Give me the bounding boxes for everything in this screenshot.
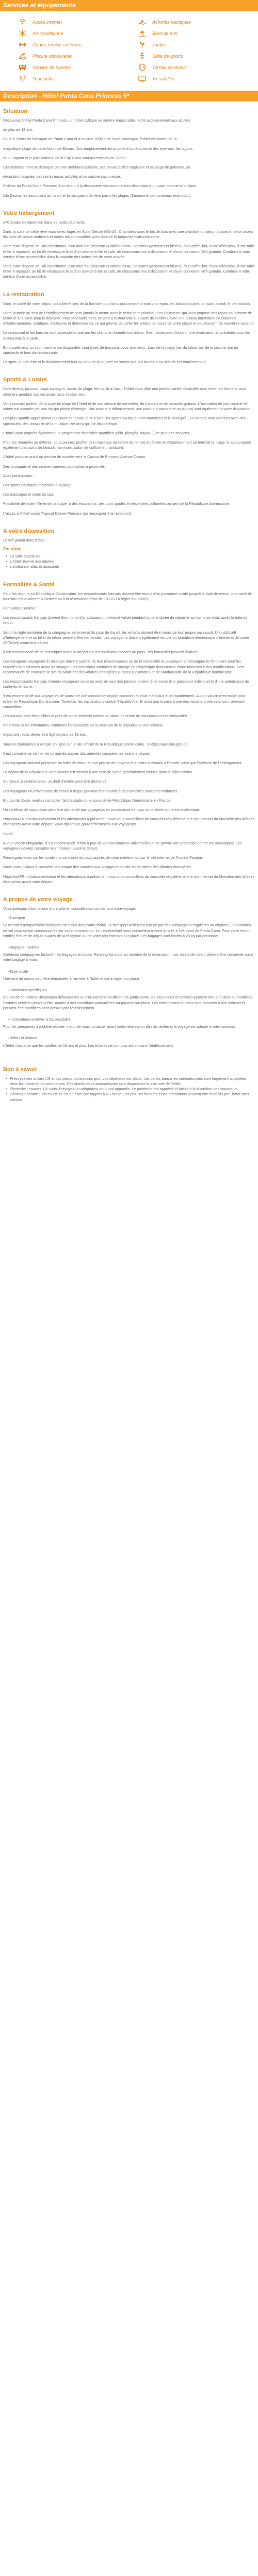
paragraph: Dans la suite de cette rêve vous serez logés en Suite Deluxe (55m2) : Chambres sous le toit de bois avec une chambre ou séjour spacieux, deux vastes lits avec de beaux mobiliers et toutes les commodités avec douche et baignoire hydromassante. [3,229,253,240]
on-aime-list [3,554,255,570]
apropos-body [3,916,255,1054]
service-label: Terrain de tennis [152,64,187,70]
service-label: Piscine découverte [33,53,72,59]
paragraph: En supplément, un room service est disponible, cinq types de boissons vous attendent : bars de la plage, bar du lobby, bar de la piscine, bar du spectacle et bars des restaurants. [3,345,238,355]
paragraph: Les voyageurs doivent présenter un billet de retour et une preuve de moyens financiers suffisants à l'entrée, ainsi que l'adresse de l'hébergement. [3,760,243,766]
service-label: Salle de sports [152,53,183,59]
paragraph: Possibilité de visiter l'île et de participer à des excursions, des tours guidés et des visites culturelles au sein de la République dominicaine. [3,501,230,506]
service-item [19,63,116,72]
paragraph: Le sport, le bien-être et le divertissement tout au long de la journée ne seront que pur bonheur au sein de cet établissement. [3,360,207,365]
paragraph: Aucun vaccin obligatoire. Il est recommandé d'être à jour de vos vaccinations universelles et de prévoir une protection contre les moustiques. Les voyageurs doivent consulter leur médecin avant le départ. [3,840,242,851]
paragraph: Le restaurant et les bars ne sont accessibles que par les clients en formule tout inclus. Il est nécessaire d'obtenir une réservation au préalable pour les restaurants à la carte. [3,330,250,341]
hebergement-title: Votre hébergement [3,210,55,216]
list-item: • Prévoyez des dollars US et des pesos dominicains pour vos dépenses sur place. Les cartes bancaires internationales sont largement acceptées dans les hôtels et les commerces. Des distributeurs automatiques sont disponibles à proximité de l'hôtel. [10,1076,255,1087]
shuttle-icon [19,63,26,71]
paragraph: Dans le cadre de votre séjour, vous bénéficiez de la formule tout inclus qui comprend tous vos repas, les boissons (avec ou sans alcool) et des snacks. [3,301,251,306]
apropos-section-text: En cas de conditions climatiques défavorables ou d'un nombre insuffisant de participants, les excursions et activités peuvent être annulées ou modifiées. Certains services peuvent être soumis à des conditions particulières ou payants sur place. Les informations fournies sont données à titre indicatif et peuvent être modifiées sans préavis par l'établissement. [3,995,254,1010]
disposition-intro: Le wifi gratuit dans l'hôtel. [3,537,46,543]
service-label: Service de navette [33,64,71,70]
paragraph: Votre journée au sein de l'établissement ne sera jamais la même avec le restaurant principal "Las Palmeras" qui vous propose des repas sous forme de buffet et à la carte pour le déjeuner. Plus ponctuellement, ce sont 6 restaurants à la carte disponibles avec une cuisine internationale (italienne, méditerranéenne, asiatique, mexicaine et dominicaine), ce qui permet de varier les plaisirs au cours de votre séjour et de découvrir de nouvelles saveurs. [3,310,255,326]
paragraph: Les voyageurs voyageant à l'étranger doivent justifier de leur ressortissance ou de la nationalité du passeport et renseigner le formulaire pour les autorités dominicaines avant de voyager. Les conditions sanitaires de voyage en République dominicaine étant soumises à des modifications, il est recommandé de consulter le site du Ministère des Affaires étrangères (France Diplomatie) et de l'Ambassade de la République dominicaine. [3,659,245,674]
description-content [3,108,255,1103]
service-label: Activités nautiques [152,19,191,25]
air-conditioning-icon [19,29,26,37]
water-sports-icon [138,18,146,26]
list-item: • L'ambiance relax et apaisante [10,564,255,569]
paragraph: Cet établissement se distingue par son ambiance paisible, ses beaux jardins tropicaux et sa plage de palmiers, sa [3,165,190,170]
paragraph: Votre suite dispose de l'air conditionné, d'un mini-bar (réassort quotidien d'eau, boissons gazeuses et bières), d'un coffre-fort, d'une télévision, d'une table et fer à repasser, du kit de nécessaire lit et d'un service à thé et café, de chaussons mis à disposition et d'une connexion Wifi gratuite. Combien à votre service d'une accessibilité dans la majorité des suites lors de votre arrivée. [3,244,255,259]
list-item: • La suite spacieuse [10,554,255,559]
paragraph: décoration soignée, ses nombreuses activités et sa cuisine savoureuse. [3,174,121,179]
on-aime-title: On aime [3,546,22,551]
paragraph: Sur place, à certains sites, un droit d'entrée peut être demandé. [3,779,108,784]
apropos-section-text: Certaines compagnies facturent les bagages en soute. Renseignez-vous au moment de la réservation. Les objets de valeur doivent être conservés dans votre bagage à main. [3,952,253,962]
paragraph: HttpsViaAFRInfo/documentation et les attestations à présenter, nous vous conseillons de consulter régulièrement le site internet du Ministère des Affaires étrangères avant votre départ. [3,874,255,884]
list-item: • L'hôtel réservé aux adultes [10,559,255,564]
pool-icon [19,52,26,60]
paragraph: Vous pourrez profiter de la superbe plage de l'hôtel et de son service de serviettes, de transats et de parasols gratuits. L'animation de jour comme de soirée est assurée par une équipe pleine d'énergie. Une piscine à débordement, une piscine principale et un jacuzzi sont également à votre disposition. [3,401,252,412]
paragraph: Situé à 15min de l'aéroport de Punta Cana et à environ 200km de Saint Domingue, l'hôtel est bordé par la [3,137,177,142]
apropos-section-text: L'hôtel n'accepte que les adultes de 18 ans et plus. Les enfants ne sont pas admis dans l'établissement. [3,1043,174,1048]
description-banner: Description - Hôtel Punta Cana Princess 5* [0,91,258,101]
apropos-section-text: Pour les personnes à mobilité réduite, merci de nous contacter avant toute réservation afin de vérifier si le voyage est adapté à votre situation. [3,1024,236,1029]
disposition-title: A votre disposition [3,528,55,534]
service-item [19,29,116,38]
service-item [138,52,235,60]
paragraph: Le départ de la République Dominicaine est soumis à une taxe de sortie généralement incluse dans le billet d'avion. [3,770,194,775]
paragraph: Pour les moments de détente, vous pourrez profiter d'un massage au centre de remise en forme de l'établissement au bord de la plage, le spa propose également des soins de beauté, hammam, salon de coiffure et manucure. [3,439,251,450]
tennis-icon [138,63,146,71]
service-label: Accès internet [33,19,62,25]
formalites-title: Formalités & Santé [3,581,55,588]
paragraph: Important : vous devez être âgé de plus de 18 ans. [3,732,87,737]
list-item: • Électricité : courant 110 volts. Prévoyez un adaptateur pour vos appareils. Le pourboire est apprécié et laissé à la discrétion des voyageurs. [10,1087,255,1092]
paragraph: Nous vous invitons à consulter la rubrique des conseils aux voyageurs du site du Ministère des Affaires étrangères. [3,865,192,870]
paragraph: Isla Saona, les excursions au ranch et la navigation de rêve parmi les plages (Samaná et de nombreux endroits...). [3,193,192,198]
apropos-section-label: • Bagages - Valises [3,945,255,950]
apropos-section-text: Le transfert aéroport/hôtel/aéroport est inclus dans votre forfait. Le transport aérien est assuré par des compagnies régulières ou charters. Les horaires de vol vous seront communiqués sur votre convocation. Un représentant vous accueillera à votre arrivée à l'aéroport de Punta Cana. Pour votre retour, vérifiez l'heure de départ auprès de la réception ou de votre représentant sur place. Les bagages sont limités à 23 kg par personne. [3,923,251,938]
gym-icon [138,52,146,60]
service-label: Air conditionné [33,30,63,36]
paragraph: Des boutiques et des centres commerciaux situés à proximité. [3,464,105,469]
paragraph: Les ressortissants français mineurs voyageant seuls ou avec un seul des parents doivent être munis d'un passeport individuel et d'une autorisation de sortie du territoire. [3,679,249,689]
paragraph: Renseignez-vous sur les conditions sanitaires du pays auprès de votre médecin ou sur le site internet de l'Institut Pasteur. [3,855,203,860]
apropos-section-label: • Transport [3,916,255,921]
list-item: • Décalage horaire : -6h en été et -5h en hiver par rapport à la France. Les prix, les horaires et les prestations peuvent être modifiés par l'hôtel sans préavis. [10,1092,255,1102]
apropos-section-label: • Conditions spécifiques [3,988,255,993]
service-label: Bord de mer [152,30,178,36]
fitness-icon [19,41,26,48]
apropos-section-text: Une taxe de séjour peut être demandée à l'arrivée à l'hôtel et est à régler sur place. [3,976,140,981]
paragraph: Formalités d'entrée : [3,605,37,611]
paragraph: de plus de 18 ans. [3,127,34,132]
service-item [19,52,116,60]
paragraph: HttpsViaAFRInfo/documentation et les attestations à présenter, nous vous conseillons de consulter régulièrement le site internet du Ministère des Affaires étrangères avant votre départ : www.diplomatie.gouv.fr/fr/conseils-aux-voyageurs. [3,817,255,827]
paragraph: Pour les séjours en République Dominicaine, les ressortissants français doivent être munis d'un passeport valide jusqu'à la date de retour. Une carte de tourisme est à acheter à l'arrivée ou à la réservation (frais de 10 USD à régler sur place). [3,591,252,601]
bon-savoir-list [3,1076,255,1103]
paragraph: magnifique plage de sable blanc de Bávaro. Son emplacement est propice à la découverte des environs, les lagons [3,146,193,151]
services-banner: Services et équipements [0,0,258,11]
wifi-icon [19,18,26,26]
service-item [138,18,235,26]
paragraph: L'accès à l'hôtel voisin Tropical Deluxe Princess (se renseigner à la réception). [3,511,132,516]
apropos-section-label: • Informations relatives à l'accessibilité [3,1017,255,1022]
paragraph: Il est conseillé de vérifier les formalités auprès des autorités compétentes avant le départ. [3,751,150,756]
paragraph: Avec participation : [3,473,35,478]
beach-icon [138,29,146,37]
paragraph: L'hôtel propose aussi un service de navette vers le Casino de Princess Avenue Casino. [3,454,147,460]
paragraph: Les massages et soins du spa. [3,492,54,497]
bon-savoir-title: Bon à savoir [3,1066,38,1073]
service-label: Tv satellite [152,76,175,81]
paragraph: Les ressortissants français doivent être munis d'un passeport individuel valide pendant toute la durée du séjour et au moins six mois après la date du retour. [3,615,248,625]
paragraph: Les voyageurs en provenance de zones à risque peuvent être soumis à des contrôles sanitaires renforcés. [3,788,179,793]
apropos-intro: Voici quelques informations à prendre en considération concernant votre voyage. [3,906,136,911]
service-item [138,29,235,38]
paragraph: Il est recommandé aux voyageurs de souscrire une assurance voyage couvrant les frais médicaux et le rapatriement. Aucun vaccin n'est exigé pour entrer en République Dominicaine. Toutefois, les vaccinations contre l'hépatite A et B, ainsi que la mise à jour des vaccins universels, sont vivement conseillées. [3,693,246,709]
service-item [19,40,116,49]
tv-icon [138,75,146,82]
apropos-section-label: • Bébés et enfants [3,1036,255,1041]
paragraph: Votre suite dispose de l'air conditionné, d'un mini-bar (réassort quotidien d'eau, boissons gazeuses et bières), d'un coffre-fort, d'une télévision, d'une table et fer à repasser, du kit de nécessaire lit et d'un service à thé et café, de chaussons mis à disposition et d'une connexion Wifi gratuite. Combien à votre service d'une accessibilité. [3,264,255,279]
service-item [19,74,116,83]
hebergement-body [3,220,255,280]
situation-title: Situation [3,108,28,114]
paragraph: Selon la réglementation de la compagnie aérienne et du pays de transit, les enfants doivent être munis de leur propre passeport. Un justificatif d'hébergement et un billet de retour peuvent être demandés. Les voyageurs doivent également remplir un formulaire électronique d'entrée et de sortie (E-Ticket) avant leur départ. [3,630,249,645]
restauration-title: La restauration [3,291,44,298]
all-inclusive-icon [19,75,26,82]
paragraph: Pour toute autre information, contactez l'ambassade ou le consulat de la République Dominicaine. [3,723,164,728]
paragraph: Salle fitness, jacuzzis, yoga aquagym, sports de plage, tennis, tir à l'arc... l'hôtel vous offre une palette variée d'activités pour rester en forme et vous détendre pendant vos vacances dans l'océan vert. [3,386,247,397]
paragraph: Découvrez l'hôtel Punta Cana Princess, un hôtel idyllique au service impeccable, niché exclusivement aux adultes [3,118,190,123]
service-label: Jardin [152,42,165,47]
paragraph: Tous les formulaires à remplir en ligne sur le site officiel de la République Dominicaine : eticket.migracion.gob.do [3,741,188,747]
paragraph: Les sports nautiques motorisés à la plage. [3,482,73,487]
service-item [138,74,235,83]
paragraph: L'hôtel vous propose également un programme d'activités quotidien (vélo, plongée, kayak...) en plus des services. [3,430,190,435]
paragraph: Un certificat de vaccination peut être demandé aux voyageurs en provenance de pays où la fièvre jaune est endémique. [3,807,200,812]
paragraph: Les vaccins sont disponibles auprès de votre médecin traitant ou dans un centre de vaccinations internationales. [3,714,188,718]
garden-icon [138,41,146,48]
paragraph: Blue Lagoon et le parc national de la Cap Cana sont accessibles en 15min. [3,155,127,160]
services-grid [19,18,235,83]
formalites-body [3,591,255,885]
sports-title: Sports & Loisirs [3,377,47,383]
service-label: Tout inclus [33,76,55,81]
paragraph: En cas de doute, veuillez contacter l'ambassade ou le consulat de République Dominicaine en France. [3,798,172,803]
paragraph: Profitez au Punta Cana Princess d'un séjour à la découverte des nombreuses destinations du pays comme la sublime [3,183,197,189]
service-item [19,18,116,26]
service-item [138,40,235,49]
situation-body [3,118,255,198]
paragraph: 270 Suites en répartition dans de petits bâtiments. [3,219,86,225]
paragraph: Les plus sportifs apprécieront les cours de tennis, le tir à l'arc, les sports nautiques non motorisés et le mini golf. Les soirées sont animées avec des spectacles, des shows et de la musique live ainsi qu'une discothèque. [3,416,246,426]
service-label: Centre remise en forme [33,42,82,47]
restauration-body [3,301,255,365]
apropos-section-label: • Taxe locale [3,969,255,974]
paragraph: Il est recommandé de se renseigner avant le départ sur les conditions d'accès au pays : les formalités peuvent évoluer. [3,650,199,655]
paragraph: Santé : [3,831,15,836]
apropos-title: A propos de votre voyage [3,896,73,903]
sports-body [3,386,255,516]
service-item [138,63,235,72]
